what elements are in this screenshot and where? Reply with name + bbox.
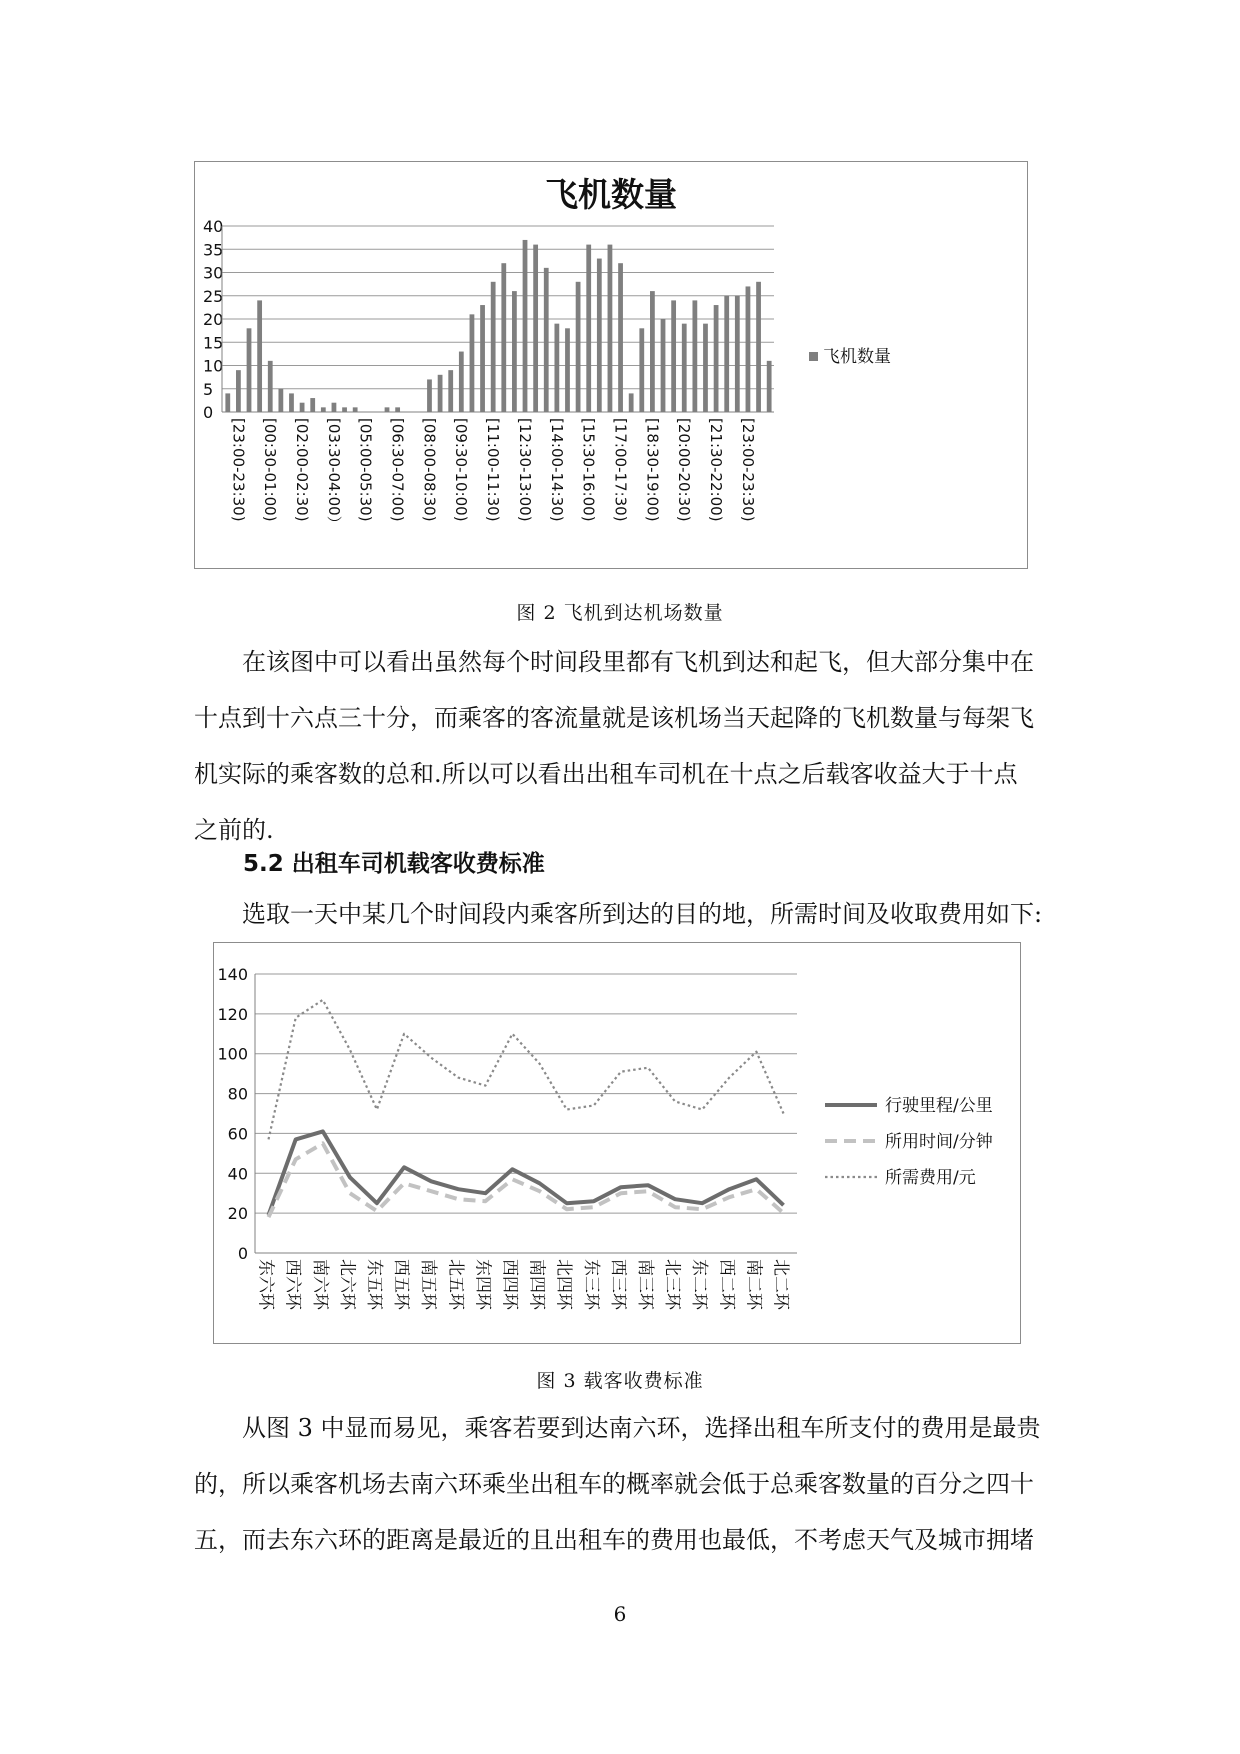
legend-label: 所用时间/分钟	[885, 1132, 993, 1152]
x-tick-label: [12:30-13:00)	[515, 418, 534, 522]
bar	[289, 393, 294, 412]
bar	[491, 282, 496, 412]
x-tick-label: [14:00-14:30)	[547, 418, 566, 522]
x-tick-label: [21:30-22:00)	[707, 418, 725, 522]
bar	[512, 291, 517, 412]
x-tick-label: 北三环	[662, 1259, 683, 1310]
x-tick-label: [15:30-16:00)	[579, 418, 598, 522]
x-tick-label: 南四环	[526, 1259, 547, 1310]
paragraph-1-line: 十点到十六点三十分，而乘客的客流量就是该机场当天起降的飞机数量与每架飞	[194, 704, 1034, 732]
x-tick-label: 西六环	[282, 1259, 303, 1310]
bar	[353, 407, 358, 412]
x-tick-label: [18:30-19:00)	[643, 418, 662, 522]
y-tick-label: 60	[227, 1124, 248, 1144]
x-tick-label: [05:00-05:30)	[356, 418, 375, 522]
y-tick-label: 30	[203, 263, 224, 283]
intro-paragraph	[194, 886, 1074, 942]
bar	[682, 324, 687, 412]
section-title: 5.2 出租车司机载客收费标准	[243, 851, 545, 877]
y-tick-label: 25	[203, 286, 224, 306]
bar	[501, 263, 506, 412]
bar	[470, 314, 475, 412]
bar	[533, 245, 538, 412]
bar	[438, 375, 443, 412]
x-tick-label: [03:30-04:00）	[324, 418, 343, 531]
bar	[650, 291, 655, 412]
bar	[629, 393, 634, 412]
paragraph-1-line: 在该图中可以看出虽然每个时间段里都有飞机到达和起飞，但大部分集中在	[242, 648, 1034, 676]
x-tick-label: [08:00-08:30)	[420, 418, 439, 522]
y-tick-label: 20	[203, 310, 224, 329]
paragraph-1-line: 之前的.	[194, 816, 274, 844]
x-tick-label: 北二环	[770, 1259, 791, 1310]
bar	[618, 263, 623, 412]
y-tick-label: 10	[203, 356, 224, 376]
bar	[321, 407, 326, 412]
x-tick-label: [11:00-11:30)	[484, 418, 503, 522]
paragraph-2-line: 五，而去东六环的距离是最近的且出租车的费用也最低，不考虑天气及城市拥堵	[194, 1526, 1034, 1554]
paragraph-2	[194, 1400, 1074, 1568]
figure-3-caption: 图 3 载客收费标准	[536, 1370, 704, 1392]
bar	[714, 305, 719, 412]
bar	[310, 398, 315, 412]
figure-2-caption: 图 2 飞机到达机场数量	[516, 602, 724, 624]
y-tick-label: 0	[237, 1244, 248, 1263]
bar	[703, 324, 708, 412]
x-tick-label: 东五环	[363, 1259, 384, 1310]
y-tick-label: 100	[217, 1044, 248, 1064]
bar	[639, 328, 644, 412]
bar	[735, 296, 740, 412]
bar	[692, 300, 697, 412]
y-tick-label: 0	[203, 403, 214, 422]
bar	[767, 361, 772, 412]
x-tick-label: 西四环	[499, 1259, 520, 1310]
bar	[724, 296, 729, 412]
bar	[257, 300, 262, 412]
x-tick-label: 北六环	[336, 1259, 357, 1310]
y-tick-label: 5	[203, 379, 214, 399]
fare-standard-chart	[213, 942, 1021, 1344]
x-tick-label: 东二环	[689, 1259, 710, 1310]
x-tick-label: [06:30-07:00)	[388, 418, 407, 522]
bar	[395, 407, 400, 412]
x-tick-label: 东四环	[472, 1259, 493, 1310]
x-tick-label: 南六环	[309, 1259, 330, 1310]
x-tick-label: [09:30-10:00)	[452, 418, 471, 522]
paragraph-2-line: 的，所以乘客机场去南六环乘坐出租车的概率就会低于总乘客数量的百分之四十	[194, 1470, 1034, 1498]
paragraph-1	[194, 634, 1074, 858]
bar	[278, 389, 283, 412]
x-tick-label: 东六环	[255, 1259, 276, 1310]
x-tick-label: [23:00-23:30)	[738, 418, 757, 522]
bar	[332, 403, 337, 412]
bar	[576, 282, 581, 412]
x-tick-label: [23:00-23:30)	[229, 418, 248, 522]
y-tick-label: 35	[203, 240, 224, 260]
chart-title: 飞机数量	[545, 175, 677, 214]
bar	[671, 300, 676, 412]
x-tick-label: 南五环	[418, 1259, 439, 1310]
bar	[247, 328, 252, 412]
bar	[554, 324, 559, 412]
fare-standard-chart-svg	[214, 943, 1020, 1343]
x-tick-label: [02:00-02:30)	[293, 418, 311, 522]
paragraph-2-line: 从图 3 中显而易见，乘客若要到达南六环，选择出租车所支付的费用是最贵	[242, 1414, 1041, 1442]
y-tick-label: 120	[217, 1004, 248, 1024]
bar	[608, 245, 613, 412]
x-tick-label: [00:30-01:00)	[261, 418, 280, 522]
legend-label: 行驶里程/公里	[885, 1096, 993, 1116]
y-tick-label: 80	[227, 1084, 248, 1104]
bar	[544, 268, 549, 412]
intro-line: 选取一天中某几个时间段内乘客所到达的目的地，所需时间及收取费用如下:	[242, 900, 1043, 928]
series-line	[269, 1000, 784, 1140]
bar	[597, 259, 602, 412]
legend-swatch	[809, 352, 818, 361]
bar	[661, 319, 666, 412]
x-tick-label: 南二环	[743, 1259, 764, 1310]
x-tick-label: 东三环	[580, 1259, 601, 1310]
bar	[225, 393, 230, 412]
bar	[480, 305, 485, 412]
y-tick-label: 20	[227, 1204, 248, 1224]
legend-label: 飞机数量	[823, 347, 891, 367]
x-tick-label: 西三环	[607, 1259, 628, 1310]
y-tick-label: 40	[227, 1164, 248, 1184]
x-tick-label: 南三环	[634, 1259, 655, 1310]
x-tick-label: [17:00-17:30)	[611, 418, 630, 522]
x-tick-label: 西二环	[716, 1259, 737, 1310]
bar	[300, 403, 305, 412]
bar	[268, 361, 273, 412]
y-tick-label: 15	[203, 333, 224, 353]
bar	[448, 370, 453, 412]
legend-label: 所需费用/元	[885, 1168, 976, 1188]
page-number: 6	[613, 1602, 627, 1626]
y-tick-label: 140	[217, 965, 248, 984]
bar	[427, 379, 432, 412]
x-tick-label: 北五环	[445, 1259, 466, 1310]
aircraft-count-chart	[194, 161, 1028, 569]
bar	[523, 240, 528, 412]
x-tick-label: 北四环	[553, 1259, 574, 1310]
bar	[565, 328, 570, 412]
bar	[746, 286, 751, 412]
paragraph-1-line: 机实际的乘客数的总和.所以可以看出出租车司机在十点之后载客收益大于十点	[194, 760, 1018, 788]
bar	[586, 245, 591, 412]
bar	[459, 352, 464, 412]
series-line	[269, 1143, 784, 1217]
bar	[385, 407, 390, 412]
x-tick-label: 西五环	[391, 1259, 412, 1310]
x-tick-label: [20:00-20:30)	[675, 418, 694, 522]
bar	[236, 370, 241, 412]
y-tick-label: 40	[203, 217, 224, 236]
aircraft-count-chart-svg	[195, 162, 1027, 568]
bar	[756, 282, 761, 412]
bar	[342, 407, 347, 412]
